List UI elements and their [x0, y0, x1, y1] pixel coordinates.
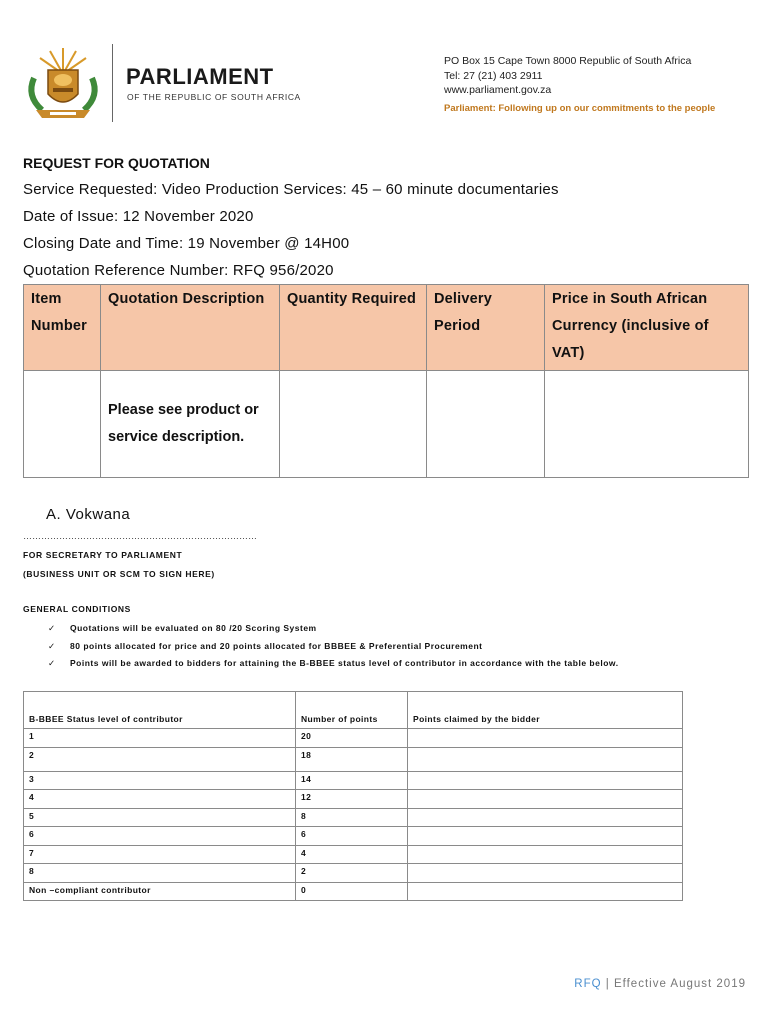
col-number-of-points: Number of points [296, 692, 408, 729]
status-level: 5 [24, 808, 296, 827]
status-level: 1 [24, 729, 296, 748]
table-row [24, 864, 683, 883]
points: 6 [296, 827, 408, 846]
bbbee-points-table [23, 691, 683, 901]
points-claimed[interactable] [408, 864, 683, 883]
col-price: Price in South African Currency (inclusive of VAT) [545, 285, 749, 371]
contact-block [444, 54, 691, 98]
service-requested: Service Requested: Video Production Services: 45 – 60 minute documentaries [23, 181, 559, 198]
col-quotation-description: Quotation Description [101, 285, 280, 371]
table-row [24, 882, 683, 901]
points-claimed[interactable] [408, 729, 683, 748]
points-claimed[interactable] [408, 747, 683, 771]
status-level: 6 [24, 827, 296, 846]
cell-description: Please see product or service description. [101, 371, 280, 478]
table-row [24, 808, 683, 827]
points: 2 [296, 864, 408, 883]
date-of-issue: Date of Issue: 12 November 2020 [23, 208, 254, 225]
condition-item [48, 658, 619, 669]
checkmark-icon: ✓ [48, 623, 56, 633]
condition-text: Points will be awarded to bidders for attaining the B-BBEE status level of contributor in accordance with the table below. [70, 658, 619, 668]
table-row [24, 771, 683, 790]
table-row [24, 790, 683, 809]
parliament-coat-of-arms-logo [20, 44, 106, 120]
reference-number: Quotation Reference Number: RFQ 956/2020 [23, 262, 334, 279]
points-claimed[interactable] [408, 845, 683, 864]
col-points-claimed: Points claimed by the bidder [408, 692, 683, 729]
quotation-table [23, 284, 749, 478]
condition-item [48, 641, 482, 652]
condition-item [48, 623, 317, 634]
contact-phone: Tel: 27 (21) 403 2911 [444, 69, 543, 82]
cell-item-number[interactable] [24, 371, 101, 478]
cell-price[interactable] [545, 371, 749, 478]
status-level: 4 [24, 790, 296, 809]
status-level: 3 [24, 771, 296, 790]
footer-separator: | [605, 978, 610, 990]
checkmark-icon: ✓ [48, 658, 56, 668]
table-row [24, 747, 683, 771]
status-level: 8 [24, 864, 296, 883]
table-row [24, 845, 683, 864]
page-footer [574, 978, 746, 990]
table-row [24, 827, 683, 846]
condition-text: 80 points allocated for price and 20 points allocated for BBBEE & Preferential Procurement [70, 641, 483, 651]
points: 18 [296, 747, 408, 771]
status-level: 7 [24, 845, 296, 864]
col-item-number: Item Number [24, 285, 101, 371]
rfq-heading: REQUEST FOR QUOTATION [23, 155, 210, 171]
cell-delivery[interactable] [427, 371, 545, 478]
points-claimed[interactable] [408, 882, 683, 901]
points: 12 [296, 790, 408, 809]
col-quantity-required: Quantity Required [280, 285, 427, 371]
points-claimed[interactable] [408, 827, 683, 846]
points: 0 [296, 882, 408, 901]
status-level: Non –compliant contributor [24, 882, 296, 901]
cell-quantity[interactable] [280, 371, 427, 478]
quotation-table-header [24, 285, 749, 371]
checkmark-icon: ✓ [48, 641, 56, 651]
points: 8 [296, 808, 408, 827]
signatory-name: A. Vokwana [46, 506, 131, 523]
status-level: 2 [24, 747, 296, 771]
points-claimed[interactable] [408, 790, 683, 809]
points: 20 [296, 729, 408, 748]
closing-date: Closing Date and Time: 19 November @ 14H00 [23, 235, 350, 252]
table-row [24, 371, 749, 478]
contact-website[interactable]: www.parliament.gov.za [444, 84, 552, 96]
footer-doc-label: RFQ [574, 978, 602, 990]
col-status-level: B-BBEE Status level of contributor [24, 692, 296, 729]
signature-line: …………………………………………………………………… [23, 531, 257, 541]
business-unit-label: (BUSINESS UNIT OR SCM TO SIGN HERE) [23, 569, 215, 579]
points: 4 [296, 845, 408, 864]
table-row [24, 729, 683, 748]
brand-title: PARLIAMENT [126, 64, 274, 89]
tagline: Parliament: Following up on our commitments to the people [444, 103, 716, 114]
bbbee-table-header [24, 692, 683, 729]
general-conditions-heading: GENERAL CONDITIONS [23, 604, 131, 614]
col-delivery-period: Delivery Period [427, 285, 545, 371]
points-claimed[interactable] [408, 808, 683, 827]
points-claimed[interactable] [408, 771, 683, 790]
contact-address: PO Box 15 Cape Town 8000 Republic of South Africa [444, 55, 692, 67]
footer-effective-date: Effective August 2019 [613, 978, 746, 990]
condition-text: Quotations will be evaluated on 80 /20 Scoring System [70, 623, 317, 633]
header-divider [112, 44, 113, 122]
brand-subtitle: OF THE REPUBLIC OF SOUTH AFRICA [127, 92, 301, 102]
for-secretary-label: FOR SECRETARY TO PARLIAMENT [23, 550, 183, 560]
points: 14 [296, 771, 408, 790]
